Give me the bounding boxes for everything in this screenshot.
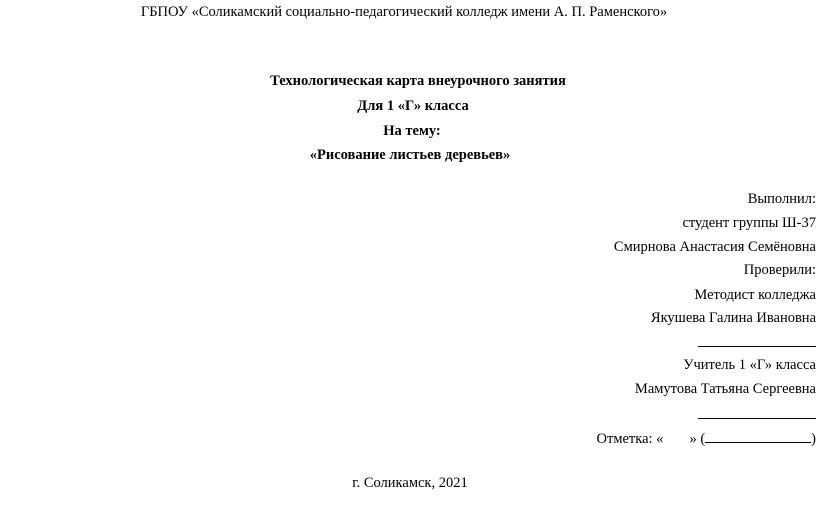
author-label: Выполнил: xyxy=(747,191,816,207)
grade-close-quote: » xyxy=(689,431,697,447)
teacher-role: Учитель 1 «Г» класса xyxy=(683,357,816,373)
teacher-name: Мамутова Татьяна Сергеевна xyxy=(634,381,816,397)
class-line: Для 1 «Г» класса xyxy=(357,98,469,114)
author-name: Смирнова Анастасия Семёновна xyxy=(613,239,816,255)
teacher-signature-line xyxy=(698,418,816,419)
author-group: студент группы Ш-37 xyxy=(682,215,816,231)
grade-label: Отметка: « xyxy=(596,431,664,447)
grade-close-paren: ) xyxy=(811,431,816,447)
document-title: Технологическая карта внеурочного занятия xyxy=(270,73,566,89)
methodist-role: Методист колледжа xyxy=(694,287,816,303)
methodist-name: Якушева Галина Ивановна xyxy=(650,310,816,326)
topic-title: «Рисование листьев деревьев» xyxy=(309,147,511,163)
topic-label: На тему: xyxy=(383,123,441,139)
grade-field xyxy=(597,430,816,447)
grade-signature-blank xyxy=(705,430,811,443)
reviewers-label: Проверили: xyxy=(743,262,816,278)
methodist-signature-line xyxy=(698,346,816,347)
grade-open-paren: ( xyxy=(700,431,706,447)
city-year: г. Соликамск, 2021 xyxy=(352,475,468,491)
institution-header: ГБПОУ «Соликамский социально-педагогический колледж имени А. П. Раменского» xyxy=(140,4,668,20)
